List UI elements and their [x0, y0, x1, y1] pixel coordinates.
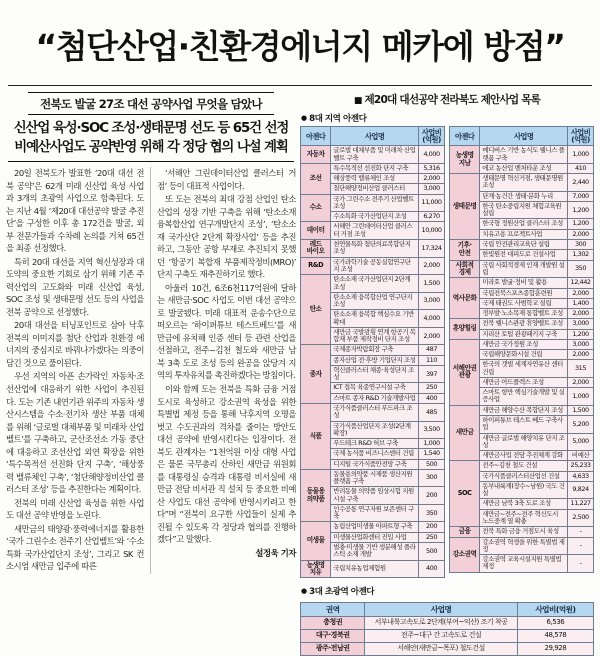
paragraph: 특히 20대 대선을 지역 혁신성장과 대도약의 중요한 기회로 삼기 위해 기존 주력산업의 고도화와 미래 신산업 육성, SOC 조성 및 생태문명 선도 등의 사업을 전북 공약으로 선정했다.: [6, 256, 144, 317]
table-row: [301, 630, 594, 643]
col-header-cost-l2: (억원): [571, 135, 590, 145]
cell-cost: 5,316: [419, 163, 445, 173]
cell-cost: 315: [568, 360, 594, 378]
cell-cost: 300: [419, 469, 445, 487]
cell-cost: 4,000: [419, 146, 445, 164]
cell-cost: 2,000: [568, 309, 594, 319]
cell-cost: 3,000: [568, 319, 594, 329]
col-header-project: 사업명: [480, 127, 568, 146]
cell-project-name: 국립치유농업체험원: [331, 560, 419, 578]
table-row: [450, 461, 594, 471]
cell-cost: 4,633: [568, 471, 594, 481]
cell-project-name: 국가 그린수소 전주기 산업벨트 조성: [331, 194, 419, 212]
col-header-cost: [568, 127, 594, 146]
table-header-row: [301, 603, 594, 617]
cell-project-name: 스마트 종자 R&D 기술개발사업: [331, 393, 419, 403]
cell-project-name: 전북 웰니스관광 휴양벨트 조성: [480, 319, 568, 329]
cell-project-name: 인수공통 연구자원 보존센터 구축: [331, 504, 419, 522]
bullet-icon: ●: [301, 114, 307, 123]
cell-agenda: 탄소: [301, 275, 331, 345]
cell-agenda: 서해안권 관광: [450, 339, 480, 405]
cell-cost: 17,324: [419, 240, 445, 258]
kicker-text: 전북도 발굴 27조 대선 공약사업 무엇을 담았나: [40, 97, 262, 112]
square-marker-icon: ■: [353, 96, 362, 107]
article-byline: 설정욱 기자: [255, 547, 296, 558]
col-header-cost-l1: 사업비: [421, 127, 442, 137]
deck-line-2: 비예산사업도 공약반영 위해 각 정당 협의 나설 계획: [14, 139, 288, 155]
cell-project-name: 국립전북스포츠종합훈련원: [480, 288, 568, 298]
table-row: [301, 642, 594, 655]
cell-cost: 1,500: [568, 405, 594, 415]
cell-agenda: 사회적 경제: [450, 260, 480, 278]
cell-cost: 2,440: [568, 174, 594, 192]
cell-project-name: 국립 사회적경제 인재 개발원 설립: [480, 260, 568, 278]
cell-cost: 300: [568, 240, 594, 250]
cell-cost: 25,233: [568, 461, 594, 471]
cell-project-name: 첨단해양정비산업 클러스터: [331, 184, 419, 194]
cell-project-name: 하이퍼튜브 테스트 베드 구축사업: [480, 416, 568, 434]
cell-cost: 250: [419, 532, 445, 542]
content-wrapper: [6, 90, 594, 656]
cell-project-name: 탄소소재 융복합 핵심수요 기반 확대: [331, 310, 419, 328]
cell-cost: 200: [419, 487, 445, 505]
cell-project-name: 국제 농식품 비즈니스센터 건립: [331, 449, 419, 459]
cell-cost: 1,200: [568, 201, 594, 219]
cell-project-name: 새만금 아드플렉스 조성: [480, 377, 568, 387]
cell-cost: 2,000: [419, 174, 445, 184]
article-columns: [6, 167, 296, 574]
section-label-text: 3대 초광역 아젠다: [309, 587, 375, 598]
cell-project-name: 전주~대구 간 고속도로 건설: [365, 630, 517, 643]
col-header-agenda: 아젠다: [450, 127, 480, 146]
cell-cost: 1,302: [568, 250, 594, 260]
section-label-super3: [301, 585, 594, 597]
cell-cost: 500: [419, 542, 445, 560]
table-row: [301, 163, 445, 173]
table-row: [450, 260, 594, 278]
cell-agenda: SOC: [450, 461, 480, 527]
cell-project-name: 새만금 국발광횡 연계 항공기 복합재 부품 제작정비 단지 조성: [331, 327, 419, 345]
cell-agenda: 종자: [301, 345, 331, 404]
cell-cost: 5,200: [568, 416, 594, 434]
cell-cost: 2,000: [419, 327, 445, 345]
paragraph: 이와 함께 도는 전북을 특화 금융 거점도시로 육성하고 강소권역 육성을 위한 특별법 제정 등을 통해 낙후지역 오명을 벗고 수도권과의 격차를 줄이는 방안도 대선 공약에 반영시킨다는 입장이다. 전북도 관계자는 “1천억원 이상 대형 사업은 물론 국무총리 산하인 새만금 위원회를 대통령실 승격과 대통령 비서실에 새만금 전담 비서관 직 설치 등 중요한 비예산 사업도 대선 공약에 반영시키려고 한다”며 “전북이 요구한 사업들이 실제 추진될 수 있도록 각 정당과 협의를 진행하겠다”고 말했다.: [157, 383, 296, 545]
agenda-table-right: [449, 126, 594, 572]
cell-project-name: 글로벌 대체부품 및 미래차 산업벨트 구축: [331, 146, 419, 164]
cell-cost: 48,578: [517, 630, 593, 643]
cell-project-name: 종자산업 전·후방 기업단지 조성: [331, 355, 419, 365]
col-header-cost-l2: (억원): [422, 135, 441, 145]
super-region-table-body: [301, 617, 594, 655]
cell-cost: 400: [419, 393, 445, 403]
cell-project-name: 새만금 국가정원 조성: [480, 339, 568, 349]
cell-cost: 487: [419, 345, 445, 355]
cell-project-name: 국가식품클러스터 푸드파크 조성: [331, 404, 419, 422]
table-row: [301, 522, 445, 532]
agenda-table-left-body: [301, 146, 445, 578]
cell-cost: 410: [568, 163, 594, 173]
col-header-cost: 사업비(억원): [517, 603, 593, 617]
agenda-tables: [300, 126, 594, 578]
cell-project-name: 치유고용 프로젝트사업: [480, 229, 568, 239]
table-row: [450, 339, 594, 349]
table-row: [301, 404, 445, 422]
cell-cost: 2,500: [568, 509, 594, 527]
cell-agenda: 휴양힐링: [450, 319, 480, 340]
cell-project-name: 국가과학기술 공동실험연구단지 조성: [331, 257, 419, 275]
cell-project-name: 탄소소재 융복합산업 연구단지 조성: [331, 292, 419, 310]
cell-cost: 7,000: [568, 191, 594, 201]
cell-cost: 5,000: [568, 433, 594, 451]
cell-region: 대구·경북권: [301, 630, 365, 643]
cell-agenda: 금융: [450, 527, 480, 537]
col-header-cost-l1: 사업비: [570, 127, 591, 137]
cell-agenda: 레드 바이오: [301, 240, 331, 258]
cell-agenda: 동물용 의약품: [301, 469, 331, 522]
cell-project-name: 한국의 갯벌 세계자연유산 센터 건립: [480, 360, 568, 378]
cell-region: 광주·전남권: [301, 642, 365, 655]
cell-cost: 1,500: [419, 275, 445, 293]
cell-agenda: 기후· 안전: [450, 240, 480, 261]
agenda-table-left: [300, 126, 445, 578]
cell-cost: 1,000: [419, 439, 445, 449]
page-headline: “첨단산업·친환경에너지 메카에 방점”: [35, 27, 565, 67]
cell-project-name: 새만금~전주~전주 혁신도시 노드중계 열 확충: [480, 509, 568, 527]
table-row: [301, 345, 445, 355]
cell-cost: 2,000: [568, 350, 594, 360]
cell-cost: 9,824: [568, 481, 594, 499]
cell-cost: 4,000: [419, 310, 445, 328]
table-row: [301, 222, 445, 240]
super-region-table: [300, 602, 594, 655]
table-row: [301, 275, 445, 293]
bullet-icon: ●: [301, 587, 307, 596]
table-row: [301, 617, 594, 630]
table-row: [450, 146, 594, 164]
cell-cost: 6,536: [517, 617, 593, 630]
cell-cost: 11,000: [419, 194, 445, 212]
cell-project-name: 동물용의약품 시제품 생산지원 플랫폼 구축: [331, 469, 419, 487]
cell-cost: 1,540: [419, 449, 445, 459]
cell-agenda: 강소권역: [450, 537, 480, 572]
cell-cost: 500: [419, 459, 445, 469]
table-block-title-text: 제20대 대선공약 전라북도 제안사업 목록: [364, 94, 541, 107]
cell-agenda: 데이터: [301, 222, 331, 240]
paragraph: 또 도는 전북의 최대 강점 산업인 탄소산업의 성장 기반 구축을 위해 ‘탄소소재 융복합산업 연구개발단지 조성’, ‘탄소소재 국가산단 2단계 확장사업’ 등을 추진하고, 그동안 공항 부재로 추진되지 못했던 ‘항공기 복합재 부품제작정비(MRO)’ 단지 구축도 재추진하기로 했다.: [157, 194, 296, 280]
cell-cost: 3,000: [419, 184, 445, 194]
cell-agenda: 식품: [301, 404, 331, 470]
cell-agenda: 농생명 치유: [301, 560, 331, 578]
cell-cost: 3,500: [419, 421, 445, 439]
cell-cost: 29,928: [517, 642, 593, 655]
cell-agenda: R&D: [301, 257, 331, 275]
table-zone: [300, 90, 594, 656]
cell-project-name: 수소특화 국가산업단지 조성: [331, 212, 419, 222]
cell-project-name: 새만금사업 전담 추진체계 강화: [480, 451, 568, 461]
cell-project-name: 국가식품클러스터산업선 건설: [480, 471, 568, 481]
cell-project-name: 메디버스 기반 농식도 웰니스 플랫폼 구축: [480, 146, 568, 164]
cell-project-name: 국제 태권도 사범학교 설립: [480, 298, 568, 308]
cell-project-name: 전북 특화 금융 거점도시 육성: [480, 527, 568, 537]
cell-project-name: 새만금 해양수산 복합단지 조성: [480, 405, 568, 415]
paragraph: 우선 지역의 아픈 손가락인 자동차·조선산업에 대응하기 위한 사업이 추진된다. 도는 기존 내연기관 위주의 자동차 생산시스템을 수소·전기차 생산 부품 대체를 위해 ‘글로벌 대체부품 및 미래차 산업벨트’를 구축하고, 군산조선소 가동 중단에 대응하고 조선산업 외연 확장을 위한 ‘특수목적선 선진화 단지 구축’, ‘해상풍력 밸류체인 구축’, ‘첨단해양정비산업 클러스터 조성’ 등을 추진한다는 계획이다.: [6, 371, 144, 495]
table-row: [450, 405, 594, 415]
col-header-project: 사업명: [365, 603, 517, 617]
cell-project-name: 생태문명 혁신거점, 생태문명원 조성: [480, 174, 568, 192]
cell-project-name: 정부발·노소목재 통합벨트 조성: [480, 309, 568, 319]
deck-box: [8, 120, 294, 162]
cell-agenda: 새만금: [450, 405, 480, 461]
cell-cost: 350: [568, 260, 594, 278]
cell-project-name: 서해안 그린데이터산업 클러스터 거점 조성: [331, 222, 419, 240]
table-row: [450, 319, 594, 329]
cell-project-name: 디지털 국가식품안전망 구축: [331, 459, 419, 469]
table-header-row: [301, 127, 445, 146]
table-row: [450, 240, 594, 250]
cell-agenda: 생태문명: [450, 174, 480, 240]
kicker-box: [28, 92, 274, 115]
section-label-agenda8: [301, 112, 594, 124]
cell-cost: 10,000: [419, 222, 445, 240]
cell-cost: 6,270: [419, 212, 445, 222]
cell-cost: 397: [419, 365, 445, 383]
cell-project-name: 농림산업미생물 아파트형 구축: [331, 522, 419, 532]
cell-agenda: 미생물: [301, 522, 331, 560]
cell-project-name: 한국 탄소중립지원 체험교육원 설립: [480, 201, 568, 219]
paragraph: 아울러 10건, 6조6천117억원에 달하는 새만금·SOC 사업도 이번 대선 공약으로 발굴됐다. 미래 대표적 운송수단으로 떠오르는 ‘하이퍼튜브 테스트베드’를 새만금에 유치해 인증 센터 등 관련 산업을 선점하고, 전주~김천 철도와 새만금 남북 3축 도로 조성 등의 완공을 앉당겨 지역의 투자유치를 촉진하겠다는 방침이다.: [157, 282, 296, 381]
cell-cost: 3,000: [419, 292, 445, 310]
cell-project-name: 미라호 발굴·정비 및 활용: [480, 278, 568, 288]
cell-project-name: 지리산 토털 관광패키지 구축: [480, 329, 568, 339]
cell-project-name: 서해안(새만금~목포) 철도건설: [365, 642, 517, 655]
table-block-title: [300, 92, 594, 107]
paragraph: 20대 대선을 터닝포인트로 삼아 낙후 전북의 이미지를 첨단 산업과 친환경 에너지의 중심지로 바꿔나가겠다는 의중이 담긴 것으로 풀이된다.: [6, 320, 144, 368]
article-column-1: [6, 167, 151, 574]
cell-cost: 110: [419, 355, 445, 365]
cell-project-name: 벌충·미생물 기반 생분해성 플라스틱 소재 개발: [331, 542, 419, 560]
cell-project-name: 동부내륙계(장수~남원) 국도 건설: [480, 481, 568, 499]
cell-cost: 400: [419, 560, 445, 578]
cell-agenda: 조선: [301, 163, 331, 194]
cell-project-name: 국립 안전관리교육단 설립: [480, 240, 568, 250]
col-header-cost: [419, 127, 445, 146]
cell-cost: 250: [419, 383, 445, 393]
cell-project-name: ICT 접목 육종연구시설 구축: [331, 383, 419, 393]
cell-project-name: 강소권역 혁생을 위한 특별법 제정: [480, 537, 568, 555]
cell-cost: 11,227: [568, 499, 594, 509]
col-header-region: 권역: [301, 603, 365, 617]
table-row: [301, 257, 445, 275]
cell-cost: 350: [419, 504, 445, 522]
cell-project-name: 국립해양문화시설 건립: [480, 350, 568, 360]
table-row: [450, 537, 594, 555]
cell-cost: 2,000: [568, 377, 594, 387]
headline-divider: [8, 85, 592, 86]
cell-cost: 12,442: [568, 278, 594, 288]
table-row: [301, 560, 445, 578]
cell-project-name: 전주~김천 철도 건설: [480, 461, 568, 471]
col-header-agenda: 아젠다: [301, 127, 331, 146]
cell-project-name: 천연물특화 첨단의료복합단지 조성: [331, 240, 419, 258]
cell-project-name: 한빛원전 대피도로 건설사업: [480, 250, 568, 260]
cell-cost: 1,400: [568, 298, 594, 308]
cell-cost: -: [568, 555, 594, 573]
cell-cost: 1,200: [568, 219, 594, 229]
cell-project-name: 푸드테크 R&D 허브 구축: [331, 439, 419, 449]
cell-project-name: 에코 농산업 벤처타운 조성: [480, 163, 568, 173]
table-row: [301, 240, 445, 258]
cell-project-name: 반려동물 의약품 임상시험 지원시설 구축: [331, 487, 419, 505]
cell-project-name: 국제종자박람회장 구축: [331, 345, 419, 355]
cell-project-name: 해상풍력 밸류체인 조성: [331, 174, 419, 184]
cell-project-name: 새만금 글로벌 해양치유 단지 조성: [480, 433, 568, 451]
cell-cost: 3,000: [568, 339, 594, 349]
paragraph: 새만금의 태양광·풍력에너지를 활용한 ‘국가 그린수소 전주기 산업벨트’와 ‘수소특화 국가산업단지 조성’, 그리고 SK 컨소시엄 새만금 입주에 따른: [6, 523, 144, 572]
cell-agenda: 자동차: [301, 146, 331, 164]
paragraph: 전북의 미래 신산업 육성을 위한 사업도 대선 공약 반영을 노린다.: [6, 497, 144, 521]
cell-cost: 비예산: [568, 451, 594, 461]
cell-cost: 200: [419, 522, 445, 532]
paragraph: ‘서해안 그린데이터산업 클러스터 거점’ 등이 대표적 사업이다.: [157, 168, 296, 191]
table-header-row: [450, 127, 594, 146]
cell-project-name: 한국형 정원산업 클러스터 조성: [480, 219, 568, 229]
cell-project-name: 혁신클러스터 채종·육성단지 조성: [331, 365, 419, 383]
cell-cost: -: [568, 537, 594, 555]
cell-agenda: 역사문화: [450, 278, 480, 319]
cell-cost: 485: [419, 404, 445, 422]
section-label-text: 8대 지역 아젠다: [309, 114, 367, 125]
cell-project-name: 스마트 항만 핵심기술개발 및 실증사업: [480, 388, 568, 406]
cell-cost: 1,200: [568, 329, 594, 339]
table-row: [450, 278, 594, 288]
cell-project-name: 특수목적선 선진화 단지 구축: [331, 163, 419, 173]
agenda-table-right-body: [450, 146, 594, 572]
col-header-project: 사업명: [331, 127, 419, 146]
cell-project-name: 탄소소재 국가산업단지 2단계 조성: [331, 275, 419, 293]
cell-project-name: 서부내륙고속도로 2단계(부여~익산) 조기 착공: [365, 617, 517, 630]
cell-cost: 2,000: [568, 229, 594, 239]
table-row: [301, 469, 445, 487]
cell-cost: 1,000: [568, 388, 594, 406]
article-zone: [6, 90, 300, 656]
paragraph: 20일 전북도가 발표한 ‘20대 대선 전북 공약’은 62개 미래 신산업 육성 사업과 3개의 초광역 사업으로 함축된다. 도는 지난 4월 ‘제20대 대선공약 발굴 추진단’을 구성한 이후 총 172건을 발굴, 외부 전문가들과 수차례 논의를 거쳐 65건을 최종 선정했다.: [6, 168, 144, 254]
table-row: [301, 194, 445, 212]
cell-cost: 1,000: [568, 146, 594, 164]
table-row: [450, 527, 594, 537]
cell-project-name: 미생물산업화센터 진입 사업: [331, 532, 419, 542]
cell-agenda: 농생명 지남: [450, 146, 480, 174]
deck-line-1: 신산업 육성·SOC 조성·생태문명 선도 등 65건 선정: [13, 121, 289, 137]
cell-project-name: 단계·농건간 생태·분화 누리: [480, 191, 568, 201]
cell-project-name: 국가식품산업단지 조성(2단계 확장): [331, 421, 419, 439]
cell-cost: -: [568, 527, 594, 537]
cell-cost: 2,000: [419, 257, 445, 275]
cell-project-name: 새만금 남북 3축 도로 조성: [480, 499, 568, 509]
newspaper-page: [0, 22, 600, 652]
cell-cost: 2,000: [568, 288, 594, 298]
cell-region: 충청권: [301, 617, 365, 630]
table-row: [450, 174, 594, 192]
article-column-2: [151, 167, 296, 574]
table-row: [301, 146, 445, 164]
cell-agenda: 수소: [301, 194, 331, 222]
cell-project-name: 강소권역 교육시설지원 특별법 제정: [480, 555, 568, 573]
